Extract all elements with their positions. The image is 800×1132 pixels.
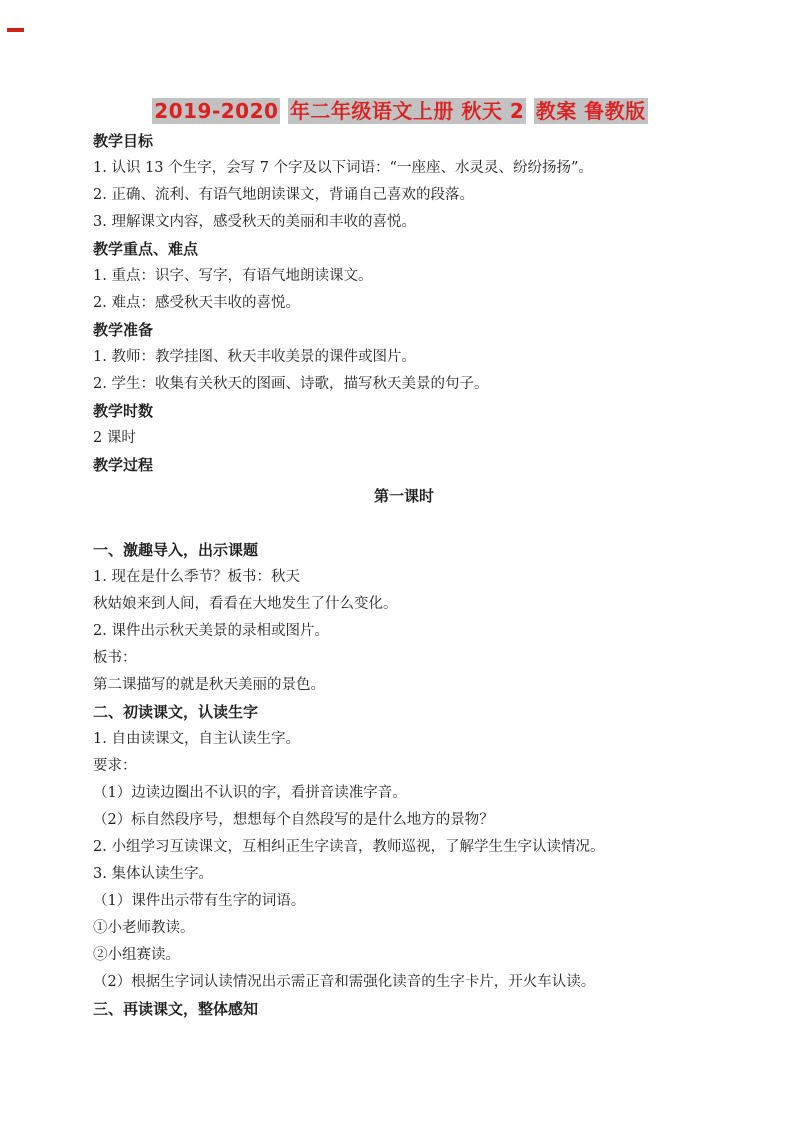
title-segment: 教案 鲁教版 — [535, 99, 646, 123]
blank-line — [93, 510, 715, 537]
section-heading: 一、激趣导入，出示课题 — [93, 541, 259, 559]
paragraph: （1）课件出示带有生字的词语。 — [93, 893, 306, 909]
paragraph: 1. 重点：识字、写字，有语气地朗读课文。 — [93, 268, 373, 284]
paragraph: 要求： — [93, 758, 137, 774]
document-title — [0, 0, 800, 125]
document-body — [0, 128, 800, 1023]
paragraph: 3. 集体认读生字。 — [93, 866, 213, 882]
paragraph: 板书： — [93, 650, 137, 666]
paragraph: ①小老师教读。 — [93, 920, 195, 936]
paragraph: 2 课时 — [93, 430, 136, 446]
paragraph: 1. 认识 13 个生字，会写 7 个字及以下词语：“一座座、水灵灵、纷纷扬扬”。 — [93, 160, 593, 176]
paragraph: ②小组赛读。 — [93, 947, 180, 963]
section-heading: 二、初读课文，认读生字 — [93, 703, 259, 721]
paragraph: （1）边读边圈出不认识的字，看拼音读准字音。 — [93, 785, 407, 801]
paragraph: 2. 小组学习互读课文，互相纠正生字读音，教师巡视，了解学生生字认读情况。 — [93, 839, 605, 855]
title-separator — [280, 99, 287, 123]
section-heading: 教学时数 — [93, 402, 154, 420]
centered-heading: 第一课时 — [373, 487, 434, 505]
paragraph: 2. 正确、流利、有语气地朗读课文，背诵自己喜欢的段落。 — [93, 187, 474, 203]
paragraph: （2）标自然段序号，想想每个自然段写的是什么地方的景物？ — [93, 812, 494, 828]
corner-red-mark — [7, 28, 24, 32]
section-heading: 教学过程 — [93, 456, 154, 474]
section-heading: 教学准备 — [93, 321, 154, 339]
paragraph: 1. 教师：教学挂图、秋天丰收美景的课件或图片。 — [93, 349, 416, 365]
paragraph: （2）根据生字词认读情况出示需正音和需强化读音的生字卡片，开火车认读。 — [93, 974, 596, 990]
section-heading: 三、再读课文，整体感知 — [93, 1000, 259, 1018]
paragraph: 1. 自由读课文，自主认读生字。 — [93, 731, 300, 747]
paragraph: 1. 现在是什么季节？板书：秋天 — [93, 569, 300, 585]
paragraph: 秋姑娘来到人间，看看在大地发生了什么变化。 — [93, 596, 398, 612]
title-segment: 年二年级语文上册 秋天 2 — [289, 99, 525, 123]
paragraph: 2. 学生：收集有关秋天的图画、诗歌，描写秋天美景的句子。 — [93, 376, 489, 392]
paragraph: 3. 理解课文内容，感受秋天的美丽和丰收的喜悦。 — [93, 214, 416, 230]
paragraph: 第二课描写的就是秋天美丽的景色。 — [93, 677, 325, 693]
section-heading: 教学重点、难点 — [93, 240, 199, 258]
paragraph: 2. 难点：感受秋天丰收的喜悦。 — [93, 295, 300, 311]
title-separator — [526, 99, 533, 123]
paragraph: 2. 课件出示秋天美景的录相或图片。 — [93, 623, 329, 639]
section-heading: 教学目标 — [93, 132, 154, 150]
title-segment: 2019-2020 — [154, 99, 279, 123]
